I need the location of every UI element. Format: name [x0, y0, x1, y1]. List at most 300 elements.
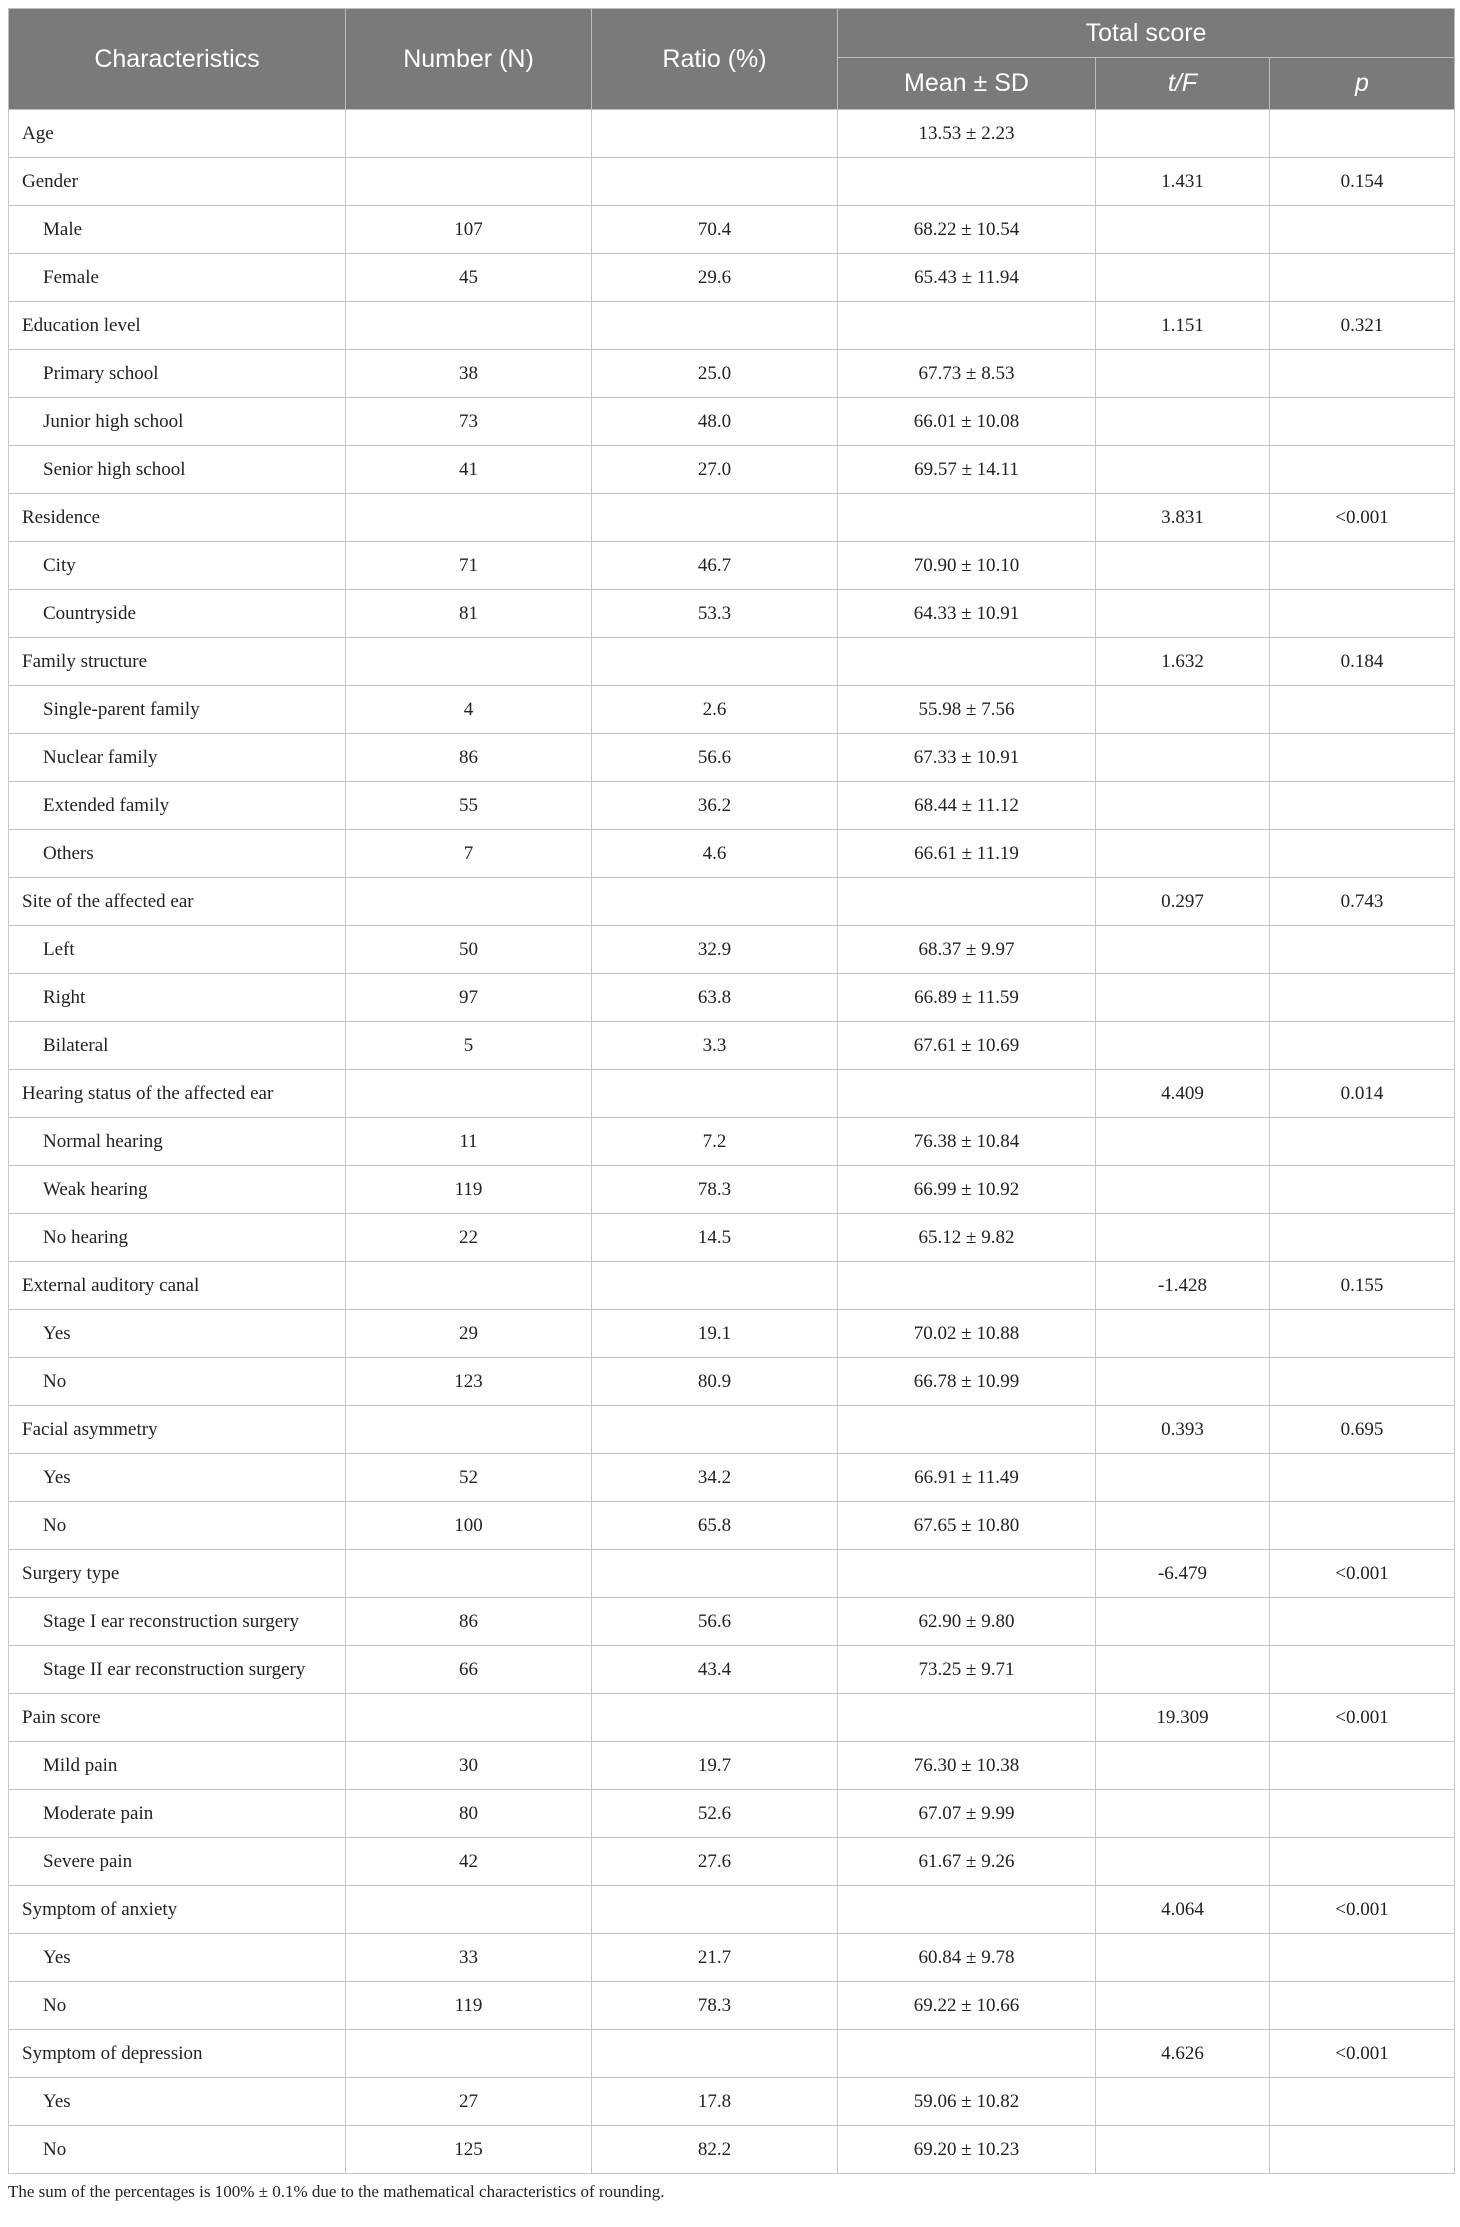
cell-tf [1096, 1022, 1270, 1070]
cell-tf [1096, 446, 1270, 494]
cell-mean-sd [838, 158, 1096, 206]
cell-tf [1096, 782, 1270, 830]
cell-tf [1096, 2078, 1270, 2126]
table-row-subcategory [9, 926, 1455, 974]
table-row-subcategory [9, 1118, 1455, 1166]
cell-mean-sd: 66.78 ± 10.99 [838, 1358, 1096, 1406]
cell-number: 55 [346, 782, 592, 830]
cell-number: 81 [346, 590, 592, 638]
cell-tf: 1.151 [1096, 302, 1270, 350]
cell-tf [1096, 1646, 1270, 1694]
cell-tf [1096, 110, 1270, 158]
cell-mean-sd [838, 494, 1096, 542]
table-row-subcategory [9, 734, 1455, 782]
cell-characteristic: Left [9, 926, 346, 974]
cell-tf [1096, 590, 1270, 638]
cell-characteristic: External auditory canal [9, 1262, 346, 1310]
cell-p [1270, 1790, 1455, 1838]
cell-tf [1096, 1742, 1270, 1790]
table-row-category [9, 1886, 1455, 1934]
cell-mean-sd: 66.99 ± 10.92 [838, 1166, 1096, 1214]
cell-tf: 4.064 [1096, 1886, 1270, 1934]
cell-tf: -1.428 [1096, 1262, 1270, 1310]
cell-tf [1096, 1982, 1270, 2030]
table-row-subcategory [9, 686, 1455, 734]
cell-tf [1096, 1454, 1270, 1502]
cell-number [346, 1262, 592, 1310]
cell-characteristic: Surgery type [9, 1550, 346, 1598]
cell-mean-sd [838, 1406, 1096, 1454]
cell-number [346, 1070, 592, 1118]
cell-characteristic: No [9, 1358, 346, 1406]
cell-mean-sd [838, 878, 1096, 926]
cell-mean-sd: 55.98 ± 7.56 [838, 686, 1096, 734]
cell-tf [1096, 1790, 1270, 1838]
cell-p [1270, 254, 1455, 302]
cell-p [1270, 1310, 1455, 1358]
cell-characteristic: Bilateral [9, 1022, 346, 1070]
cell-p: <0.001 [1270, 2030, 1455, 2078]
cell-characteristic: City [9, 542, 346, 590]
cell-ratio: 52.6 [592, 1790, 838, 1838]
cell-mean-sd: 65.43 ± 11.94 [838, 254, 1096, 302]
cell-p [1270, 398, 1455, 446]
cell-ratio: 36.2 [592, 782, 838, 830]
table-row-subcategory [9, 782, 1455, 830]
cell-p: 0.184 [1270, 638, 1455, 686]
cell-number [346, 2030, 592, 2078]
table-row-category [9, 878, 1455, 926]
cell-p [1270, 1358, 1455, 1406]
cell-number: 119 [346, 1166, 592, 1214]
cell-p: 0.743 [1270, 878, 1455, 926]
table-row-subcategory [9, 206, 1455, 254]
cell-tf: 0.393 [1096, 1406, 1270, 1454]
cell-ratio: 32.9 [592, 926, 838, 974]
cell-characteristic: No [9, 1502, 346, 1550]
cell-p [1270, 1598, 1455, 1646]
cell-tf [1096, 398, 1270, 446]
cell-p [1270, 1214, 1455, 1262]
cell-number: 11 [346, 1118, 592, 1166]
cell-number: 30 [346, 1742, 592, 1790]
cell-mean-sd: 68.44 ± 11.12 [838, 782, 1096, 830]
cell-p [1270, 1022, 1455, 1070]
cell-characteristic: Right [9, 974, 346, 1022]
table-row-subcategory [9, 446, 1455, 494]
cell-tf [1096, 1214, 1270, 1262]
cell-number: 107 [346, 206, 592, 254]
table-row-subcategory [9, 254, 1455, 302]
cell-number: 52 [346, 1454, 592, 1502]
table-row-subcategory [9, 590, 1455, 638]
cell-characteristic: Mild pain [9, 1742, 346, 1790]
cell-ratio: 27.6 [592, 1838, 838, 1886]
cell-p [1270, 1118, 1455, 1166]
cell-ratio: 27.0 [592, 446, 838, 494]
cell-characteristic: Site of the affected ear [9, 878, 346, 926]
cell-number [346, 302, 592, 350]
cell-p [1270, 1454, 1455, 1502]
cell-mean-sd: 67.07 ± 9.99 [838, 1790, 1096, 1838]
cell-tf: 1.431 [1096, 158, 1270, 206]
table-row-subcategory [9, 1838, 1455, 1886]
cell-mean-sd: 68.37 ± 9.97 [838, 926, 1096, 974]
cell-characteristic: Others [9, 830, 346, 878]
cell-tf: 4.409 [1096, 1070, 1270, 1118]
cell-ratio: 65.8 [592, 1502, 838, 1550]
cell-characteristic: No [9, 1982, 346, 2030]
cell-mean-sd [838, 1262, 1096, 1310]
table-row-subcategory [9, 1166, 1455, 1214]
cell-tf [1096, 254, 1270, 302]
cell-number: 97 [346, 974, 592, 1022]
table-body [9, 110, 1455, 2174]
cell-p [1270, 1166, 1455, 1214]
cell-p [1270, 686, 1455, 734]
cell-characteristic: Symptom of anxiety [9, 1886, 346, 1934]
cell-tf [1096, 974, 1270, 1022]
cell-mean-sd: 66.89 ± 11.59 [838, 974, 1096, 1022]
cell-tf [1096, 734, 1270, 782]
cell-ratio: 34.2 [592, 1454, 838, 1502]
cell-mean-sd: 76.30 ± 10.38 [838, 1742, 1096, 1790]
table-row-category [9, 1406, 1455, 1454]
cell-ratio: 46.7 [592, 542, 838, 590]
cell-tf [1096, 350, 1270, 398]
cell-p [1270, 926, 1455, 974]
cell-ratio: 2.6 [592, 686, 838, 734]
cell-tf [1096, 1118, 1270, 1166]
cell-mean-sd: 67.65 ± 10.80 [838, 1502, 1096, 1550]
cell-ratio [592, 1262, 838, 1310]
table-row-subcategory [9, 1310, 1455, 1358]
cell-p: <0.001 [1270, 1694, 1455, 1742]
cell-number: 80 [346, 1790, 592, 1838]
cell-mean-sd: 69.57 ± 14.11 [838, 446, 1096, 494]
cell-ratio: 78.3 [592, 1982, 838, 2030]
cell-number: 50 [346, 926, 592, 974]
cell-characteristic: Normal hearing [9, 1118, 346, 1166]
table-row-subcategory [9, 1646, 1455, 1694]
cell-ratio: 14.5 [592, 1214, 838, 1262]
cell-characteristic: Facial asymmetry [9, 1406, 346, 1454]
cell-mean-sd: 59.06 ± 10.82 [838, 2078, 1096, 2126]
header-mean-sd: Mean ± SD [838, 58, 1096, 110]
cell-number [346, 638, 592, 686]
cell-ratio: 7.2 [592, 1118, 838, 1166]
cell-mean-sd: 65.12 ± 9.82 [838, 1214, 1096, 1262]
cell-ratio: 29.6 [592, 254, 838, 302]
cell-mean-sd: 69.22 ± 10.66 [838, 1982, 1096, 2030]
cell-tf [1096, 1358, 1270, 1406]
cell-characteristic: Stage I ear reconstruction surgery [9, 1598, 346, 1646]
cell-characteristic: Hearing status of the affected ear [9, 1070, 346, 1118]
cell-number: 86 [346, 734, 592, 782]
cell-mean-sd: 67.73 ± 8.53 [838, 350, 1096, 398]
cell-p [1270, 350, 1455, 398]
cell-p [1270, 1646, 1455, 1694]
cell-number: 125 [346, 2126, 592, 2174]
cell-mean-sd: 13.53 ± 2.23 [838, 110, 1096, 158]
cell-p: <0.001 [1270, 1550, 1455, 1598]
cell-ratio: 19.1 [592, 1310, 838, 1358]
cell-p: <0.001 [1270, 1886, 1455, 1934]
table-header [9, 9, 1455, 110]
table-row-category [9, 2030, 1455, 2078]
cell-mean-sd: 60.84 ± 9.78 [838, 1934, 1096, 1982]
cell-ratio: 70.4 [592, 206, 838, 254]
cell-characteristic: No [9, 2126, 346, 2174]
cell-ratio: 17.8 [592, 2078, 838, 2126]
cell-tf [1096, 830, 1270, 878]
cell-tf: 3.831 [1096, 494, 1270, 542]
table-row-subcategory [9, 1454, 1455, 1502]
cell-characteristic: No hearing [9, 1214, 346, 1262]
cell-p: <0.001 [1270, 494, 1455, 542]
table-row-category [9, 1262, 1455, 1310]
cell-ratio: 78.3 [592, 1166, 838, 1214]
table-row-subcategory [9, 2126, 1455, 2174]
cell-tf [1096, 1934, 1270, 1982]
table-row-subcategory [9, 1790, 1455, 1838]
table-row-category [9, 302, 1455, 350]
cell-mean-sd: 70.90 ± 10.10 [838, 542, 1096, 590]
table-row-subcategory [9, 1022, 1455, 1070]
cell-mean-sd [838, 1886, 1096, 1934]
characteristics-table [8, 8, 1455, 2174]
table-row-category [9, 494, 1455, 542]
table-row-subcategory [9, 350, 1455, 398]
cell-tf: 19.309 [1096, 1694, 1270, 1742]
cell-characteristic: Weak hearing [9, 1166, 346, 1214]
cell-ratio [592, 158, 838, 206]
cell-p: 0.321 [1270, 302, 1455, 350]
table-row-subcategory [9, 1598, 1455, 1646]
cell-p: 0.695 [1270, 1406, 1455, 1454]
cell-number: 41 [346, 446, 592, 494]
cell-ratio [592, 110, 838, 158]
cell-characteristic: Junior high school [9, 398, 346, 446]
cell-tf [1096, 542, 1270, 590]
cell-ratio [592, 494, 838, 542]
cell-ratio: 4.6 [592, 830, 838, 878]
cell-characteristic: Severe pain [9, 1838, 346, 1886]
table-row-subcategory [9, 2078, 1455, 2126]
cell-p [1270, 782, 1455, 830]
cell-mean-sd: 73.25 ± 9.71 [838, 1646, 1096, 1694]
cell-number [346, 110, 592, 158]
table-row-category [9, 1550, 1455, 1598]
cell-characteristic: Senior high school [9, 446, 346, 494]
cell-number: 71 [346, 542, 592, 590]
cell-tf [1096, 1310, 1270, 1358]
cell-number [346, 158, 592, 206]
cell-p [1270, 2078, 1455, 2126]
cell-p [1270, 830, 1455, 878]
table-row-subcategory [9, 1214, 1455, 1262]
cell-mean-sd [838, 302, 1096, 350]
cell-ratio [592, 1406, 838, 1454]
cell-mean-sd: 67.61 ± 10.69 [838, 1022, 1096, 1070]
cell-ratio: 82.2 [592, 2126, 838, 2174]
cell-number: 29 [346, 1310, 592, 1358]
cell-p [1270, 1934, 1455, 1982]
cell-number: 123 [346, 1358, 592, 1406]
cell-p [1270, 734, 1455, 782]
cell-mean-sd [838, 2030, 1096, 2078]
cell-number [346, 878, 592, 926]
cell-number: 119 [346, 1982, 592, 2030]
cell-ratio [592, 638, 838, 686]
cell-ratio: 43.4 [592, 1646, 838, 1694]
cell-number: 45 [346, 254, 592, 302]
table-row-category [9, 110, 1455, 158]
cell-number [346, 494, 592, 542]
table-footnote: The sum of the percentages is 100% ± 0.1% due to the mathematical characteristics of rounding. [8, 2182, 665, 2201]
cell-number [346, 1694, 592, 1742]
cell-tf [1096, 1598, 1270, 1646]
cell-mean-sd: 66.91 ± 11.49 [838, 1454, 1096, 1502]
cell-ratio: 80.9 [592, 1358, 838, 1406]
cell-ratio [592, 302, 838, 350]
cell-ratio [592, 2030, 838, 2078]
cell-characteristic: Age [9, 110, 346, 158]
cell-ratio: 56.6 [592, 734, 838, 782]
table-row-subcategory [9, 1502, 1455, 1550]
cell-number: 27 [346, 2078, 592, 2126]
cell-tf [1096, 926, 1270, 974]
table-row-category [9, 638, 1455, 686]
cell-tf [1096, 206, 1270, 254]
cell-number: 22 [346, 1214, 592, 1262]
cell-ratio: 53.3 [592, 590, 838, 638]
cell-characteristic: Symptom of depression [9, 2030, 346, 2078]
cell-characteristic: Moderate pain [9, 1790, 346, 1838]
header-ratio: Ratio (%) [592, 9, 838, 110]
cell-p [1270, 1838, 1455, 1886]
cell-characteristic: Primary school [9, 350, 346, 398]
cell-characteristic: Female [9, 254, 346, 302]
cell-number [346, 1406, 592, 1454]
cell-ratio: 48.0 [592, 398, 838, 446]
cell-tf [1096, 1166, 1270, 1214]
cell-ratio [592, 1694, 838, 1742]
cell-mean-sd: 62.90 ± 9.80 [838, 1598, 1096, 1646]
cell-p [1270, 206, 1455, 254]
table-row-subcategory [9, 1934, 1455, 1982]
cell-p: 0.155 [1270, 1262, 1455, 1310]
cell-mean-sd: 64.33 ± 10.91 [838, 590, 1096, 638]
document-page [8, 8, 1454, 2202]
table-row-subcategory [9, 398, 1455, 446]
cell-characteristic: Nuclear family [9, 734, 346, 782]
cell-characteristic: Education level [9, 302, 346, 350]
cell-mean-sd: 66.61 ± 11.19 [838, 830, 1096, 878]
table-row-category [9, 158, 1455, 206]
cell-number: 38 [346, 350, 592, 398]
cell-p: 0.154 [1270, 158, 1455, 206]
cell-number: 33 [346, 1934, 592, 1982]
cell-p [1270, 974, 1455, 1022]
cell-characteristic: Yes [9, 1310, 346, 1358]
cell-characteristic: Pain score [9, 1694, 346, 1742]
cell-characteristic: Family structure [9, 638, 346, 686]
cell-p [1270, 446, 1455, 494]
table-row-category [9, 1694, 1455, 1742]
cell-tf [1096, 2126, 1270, 2174]
cell-ratio: 3.3 [592, 1022, 838, 1070]
cell-p [1270, 110, 1455, 158]
cell-number [346, 1886, 592, 1934]
cell-tf: 1.632 [1096, 638, 1270, 686]
cell-tf [1096, 1838, 1270, 1886]
cell-number: 42 [346, 1838, 592, 1886]
cell-number: 73 [346, 398, 592, 446]
table-row-subcategory [9, 830, 1455, 878]
cell-ratio: 63.8 [592, 974, 838, 1022]
cell-characteristic: Residence [9, 494, 346, 542]
cell-characteristic: Extended family [9, 782, 346, 830]
cell-characteristic: Yes [9, 1454, 346, 1502]
cell-mean-sd: 66.01 ± 10.08 [838, 398, 1096, 446]
cell-number: 4 [346, 686, 592, 734]
cell-number: 86 [346, 1598, 592, 1646]
cell-ratio: 19.7 [592, 1742, 838, 1790]
table-row-subcategory [9, 1982, 1455, 2030]
cell-p [1270, 1502, 1455, 1550]
cell-p [1270, 1982, 1455, 2030]
header-total-score: Total score [838, 9, 1455, 58]
cell-characteristic: Yes [9, 2078, 346, 2126]
cell-p [1270, 1742, 1455, 1790]
cell-number [346, 1550, 592, 1598]
cell-tf [1096, 686, 1270, 734]
cell-number: 5 [346, 1022, 592, 1070]
cell-ratio [592, 1070, 838, 1118]
header-p: p [1270, 58, 1455, 110]
header-tf: t/F [1096, 58, 1270, 110]
cell-ratio: 25.0 [592, 350, 838, 398]
cell-mean-sd: 76.38 ± 10.84 [838, 1118, 1096, 1166]
cell-mean-sd [838, 1550, 1096, 1598]
cell-mean-sd [838, 1070, 1096, 1118]
cell-number: 100 [346, 1502, 592, 1550]
cell-tf [1096, 1502, 1270, 1550]
cell-characteristic: Countryside [9, 590, 346, 638]
table-row-category [9, 1070, 1455, 1118]
cell-p [1270, 590, 1455, 638]
cell-mean-sd [838, 1694, 1096, 1742]
cell-mean-sd: 67.33 ± 10.91 [838, 734, 1096, 782]
cell-p: 0.014 [1270, 1070, 1455, 1118]
cell-mean-sd [838, 638, 1096, 686]
header-number: Number (N) [346, 9, 592, 110]
table-row-subcategory [9, 1358, 1455, 1406]
table-row-subcategory [9, 542, 1455, 590]
cell-tf: 0.297 [1096, 878, 1270, 926]
cell-characteristic: Gender [9, 158, 346, 206]
cell-mean-sd: 69.20 ± 10.23 [838, 2126, 1096, 2174]
cell-mean-sd: 68.22 ± 10.54 [838, 206, 1096, 254]
cell-number: 7 [346, 830, 592, 878]
cell-characteristic: Stage II ear reconstruction surgery [9, 1646, 346, 1694]
cell-ratio: 21.7 [592, 1934, 838, 1982]
cell-tf: 4.626 [1096, 2030, 1270, 2078]
table-row-subcategory [9, 974, 1455, 1022]
cell-characteristic: Yes [9, 1934, 346, 1982]
cell-characteristic: Male [9, 206, 346, 254]
